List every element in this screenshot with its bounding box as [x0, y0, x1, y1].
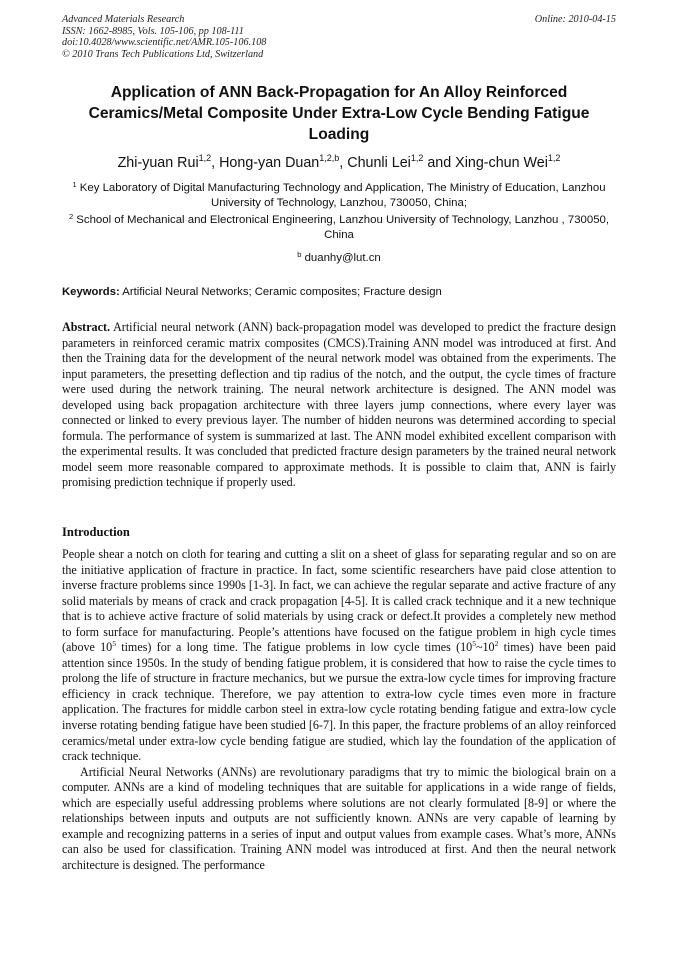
intro-text: People shear a notch on cloth for tearing and cutting a slit on a sheet of glass for separating regular and so on are the initiative application of fracture in practice. In fact, some scientific researchers have paid close attention to inverse fracture problems since 1990s [1-3]. In fact, we can achieve the regular separate and active fracture of any solid materials by means of crack and crack propagation [4-5]. It is called crack technique and it a new technique that is to achieve active fracture of solid materials by using crack or defect.It provides a completely new method to form surface for manufacturing. People’s attentions have focused on the fatigue problem in high cycle times (above 10 — [62, 547, 616, 655]
section-heading-introduction: Introduction — [62, 525, 130, 539]
exponent: 5 — [112, 639, 116, 649]
author-affiliation-mark: 1,2,b — [319, 153, 340, 163]
paper-title: Application of ANN Back-Propagation for An Alloy Reinforced Ceramics/Metal Composite Under Extra-Low Cycle Bending Fatigue Loading — [88, 84, 590, 143]
email-address: duanhy@lut.cn — [304, 252, 381, 264]
author-affiliation-mark: 1,2 — [198, 153, 212, 163]
email-mark: b — [297, 250, 302, 259]
abstract-text: Artificial neural network (ANN) back-propagation model was developed to predict the fracture design parameters in reinforced ceramic matrix composites (CMCS).Training ANN model was introduced at first. And then the Training data for the development of the neural network model was obtained from the experiments. The input parameters, the presetting deflection and tip radius of the notch, and the output, the cycle times of fracture were used during the network training. The neural network architecture is designed. The ANN model was developed using back propagation architecture with three layers jump connections, where every layer was connected or linked to every previous layer. The number of hidden neurons was determined according to special formula. The performance of system is summarized at last. The ANN model exhibited excellent comparison with the experimental results. It was concluded that predicted fracture design parameters by the trained neural network model seem more reasonable compared to approximate methods. It is possible to claim that, ANN is fairly promising prediction technique if properly used. — [62, 320, 616, 490]
exponent: 2 — [494, 639, 499, 649]
affiliation-1 — [62, 181, 616, 212]
introduction-body — [62, 547, 616, 873]
affiliation-text: Key Laboratory of Digital Manufacturing Technology and Application, The Ministry of Education, Lanzhou University of Technology, Lanzhou, 730050, China; — [79, 182, 606, 210]
author-separator: and — [423, 155, 456, 171]
intro-paragraph-1 — [62, 547, 616, 765]
affiliation-mark: 2 — [68, 212, 74, 221]
author-name: Xing-chun Wei — [455, 155, 548, 171]
author-name: Chunli Lei — [347, 155, 411, 171]
affiliation-mark: 1 — [72, 180, 77, 189]
author-name: Zhi-yuan Rui — [117, 155, 199, 171]
author-list — [62, 153, 616, 173]
intro-paragraph-2: Artificial Neural Networks (ANNs) are revolutionary paradigms that try to mimic the biological brain on a computer. ANNs are a kind of modeling techniques that are suitable for applications in a wide range of fields, which are especially useful addressing problems where solutions are not clearly formulated [8-9] or where the relationships between inputs and outputs are not sufficiently known. ANNs are very capable of learning by example and recognizing patterns in a series of input and output values from example cases. What’s more, ANNs can also be used for classification. Training ANN model was introduced at first. And then the neural network architecture is designed. The performance — [62, 764, 616, 872]
author-name: Hong-yan Duan — [219, 155, 320, 171]
abstract-paragraph — [62, 320, 616, 491]
intro-text: times) for a long time. The fatigue problems in low cycle times (10 — [115, 640, 473, 655]
author-separator: , — [339, 155, 348, 171]
keywords-line — [62, 285, 616, 300]
exponent: 5 — [472, 639, 476, 649]
author-email — [62, 251, 616, 266]
keywords-label: Keywords: — [62, 286, 120, 298]
online-date: Online: 2010-04-15 — [534, 14, 616, 25]
abstract-label: Abstract. — [62, 320, 111, 334]
issn-line: ISSN: 1662-8985, Vols. 105-106, pp 108-111 — [62, 25, 244, 37]
affiliation-text: School of Mechanical and Electronical Engineering, Lanzhou University of Technology, Lanzhou , 730050, China — [76, 214, 610, 242]
intro-text: times) have been paid attention since 1950s. In the study of bending fatigue problem, it is considered that how to raise the cycle times to prolong the life of structure in fracture mechanics, but we pursue the extra-low cycle times for improving fracture efficiency in crack technique. Therefore, we pay attention to extra-low cycle times even more in fracture application. The fractures for middle carbon steel in extra-low cycle rotating bending fatigue and extra-low cycle inverse rotating bending fatigue have been studied [6-7]. In this paper, the fracture problems of an alloy reinforced ceramics/metal under extra-low cycle bending fatigue are studied, which lay the foundation of the application of crack technique. — [62, 640, 616, 764]
journal-name: Advanced Materials Research — [62, 14, 185, 25]
intro-text: ~10 — [475, 640, 495, 655]
author-affiliation-mark: 1,2 — [547, 153, 561, 163]
copyright-line: © 2010 Trans Tech Publications Ltd, Switzerland — [62, 48, 264, 60]
affiliation-2 — [62, 213, 616, 244]
author-separator: , — [211, 155, 220, 171]
doi-line: doi:10.4028/www.scientific.net/AMR.105-106.108 — [62, 37, 267, 49]
author-affiliation-mark: 1,2 — [410, 153, 424, 163]
keywords-text: Artificial Neural Networks; Ceramic composites; Fracture design — [122, 286, 442, 298]
journal-header — [62, 14, 616, 60]
